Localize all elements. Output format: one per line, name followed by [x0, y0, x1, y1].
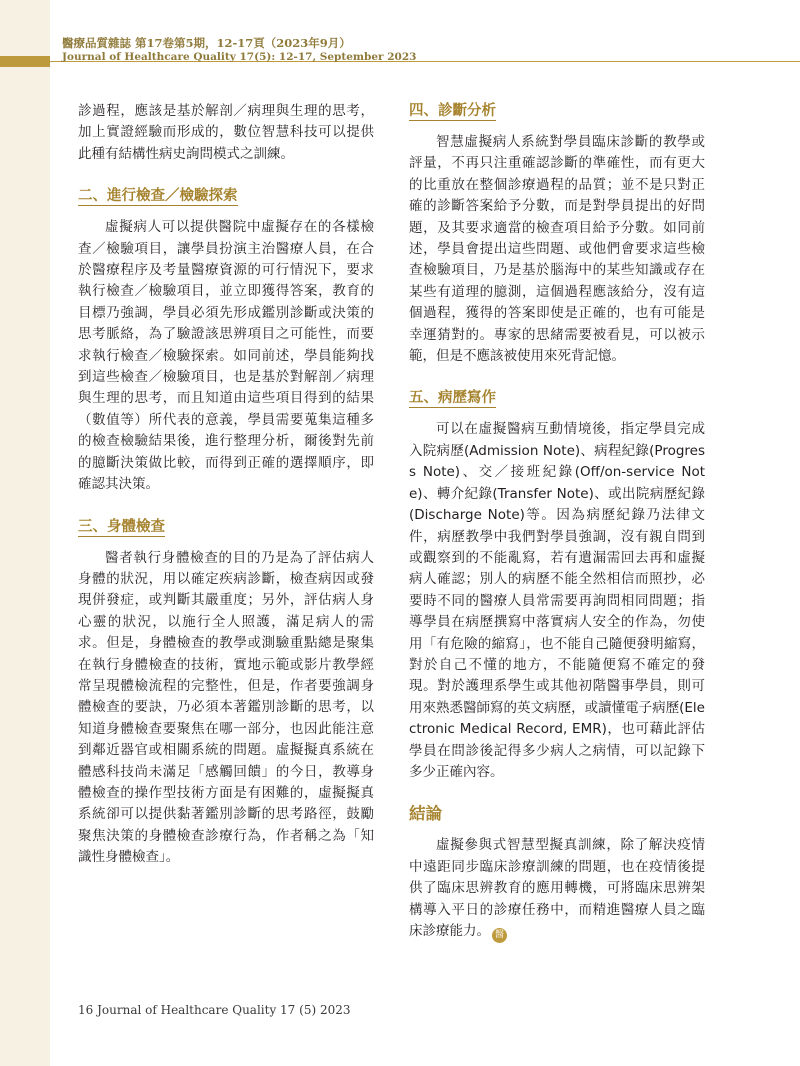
section-heading-medical-records: 五、病歷寫作	[409, 390, 496, 407]
running-header	[62, 36, 416, 64]
page-margin-band	[0, 0, 50, 1066]
page-footer: 16 Journal of Healthcare Quality 17 (5) 2023	[78, 1003, 351, 1017]
section-heading-physical-exam: 三、身體檢查	[78, 518, 165, 535]
journal-title-english: Journal of Healthcare Quality 17(5): 12-17, September 2023	[62, 51, 417, 63]
journal-title-chinese: 醫療品質雜誌 第17卷第5期，12-17頁（2023年9月）	[62, 36, 351, 50]
section-heading-diagnostic-analysis: 四、診斷分析	[409, 103, 496, 119]
section-body-conclusion	[409, 835, 705, 943]
end-of-article-mark: 醫	[492, 928, 507, 943]
section-heading-exam-exploration: 二、進行檢查／檢驗探索	[78, 188, 238, 205]
right-column	[409, 101, 705, 943]
intro-paragraph: 診過程，應該是基於解剖／病理與生理的思考，加上實證經驗而形成的，數位智慧科技可以提供此種有結構性病史詢問模式之訓練。	[78, 103, 374, 162]
section-body-medical-records: 可以在虛擬醫病互動情境後，指定學員完成入院病歷(Admission Note)、病程紀錄(Progress Note)、交／接班紀錄(Off/on-service Note)、轉介紀錄(Transfer Note)、或出院病歷紀錄(Discharge Note)等。因為病歷紀錄乃法律文件，病歷教學中我們對學員強調，沒有親自問到或觀察到的不能亂寫，若有遺漏需回去再和虛擬病人確認；別人的病歷不能全然相信而照抄，必要時不同的醫療人員常需要再詢問相同問題；指導學員在病歷撰寫中落實病人安全的作為，勿使用「有危險的縮寫」，也不能自己隨便發明縮寫，對於自己不懂的地方，不能隨便寫不確定的發現。對於護理系學生或其他初階醫事學員，則可用來熟悉醫師寫的英文病歷，或讀懂電子病歷(Electronic Medical Record, EMR)，也可藉此評估學員在問診後記得多少病人之病情，可以記錄下多少正確內容。	[409, 421, 705, 780]
left-column	[78, 101, 374, 869]
header-accent-bar	[0, 56, 50, 67]
section-body-exam-exploration: 虛擬病人可以提供醫院中虛擬存在的各樣檢查／檢驗項目，讓學員扮演主治醫療人員，在合於醫療程序及考量醫療資源的可行情況下，要求執行檢查／檢驗項目，並立即獲得答案，教育的目標乃強調，學員必須先形成鑑別診斷或決策的思考脈絡，為了驗證該思辨項目之可能性，而要求執行檢查／檢驗探索。如同前述，學員能夠找到這些檢查／檢驗項目，也是基於對解剖／病理與生理的思考，而且知道由這些項目得到的結果（數值等）所代表的意義，學員需要蒐集這種多的檢查檢驗結果後，進行整理分析，爾後對先前的臆斷決策做比較，而得到正確的選擇順序，即確認其決策。	[78, 219, 374, 493]
conclusion-text: 虛擬參與式智慧型擬真訓練，除了解決疫情中遠距同步臨床診療訓練的問題，也在疫情後提供了臨床思辨教育的應用轉機，可將臨床思辨架構導入平日的診療任務中，而精進醫療人員之臨床診療能力。	[409, 837, 705, 939]
section-heading-conclusion: 結論	[409, 804, 442, 824]
section-body-physical-exam: 醫者執行身體檢查的目的乃是為了評估病人身體的狀況，用以確定疾病診斷，檢查病因或發現併發症，或判斷其嚴重度；另外，評估病人身心靈的狀況，以施行全人照護，滿足病人的需求。但是，身體檢查的教學或測驗重點總是聚集在執行身體檢查的技術，實地示範或影片教學經常呈現體檢流程的完整性，但是，作者要強調身體檢查的要訣，乃必須本著鑑別診斷的思考，以知道身體檢查要聚焦在哪一部分，也因此能注意到鄰近器官或相關系統的問題。虛擬擬真系統在體感科技尚未滿足「感觸回饋」的今日，教導身體檢查的操作型技術方面是有困難的，虛擬擬真系統卻可以提供黏著鑑別診斷的思考路徑，鼓勵聚焦決策的身體檢查診療行為，作者稱之為「知識性身體檢查」。	[78, 549, 374, 866]
section-body-diagnostic-analysis: 智慧虛擬病人系統對學員臨床診斷的教學或評量，不再只注重確認診斷的準確性，而有更大的比重放在整個診療過程的品質；並不是只對正確的診斷答案給予分數，而是對學員提出的好問題，及其要求適當的檢查項目給予分數。如同前述，學員會提出這些問題、或他們會要求這些檢查檢驗項目，乃是基於腦海中的某些知識或存在某些有道理的臆測，這個過程應該給分，沒有這個過程，獲得的答案即使是正確的，也有可能是幸運猜對的。專家的思緒需要被看見，可以被示範，但是不應該被使用來死背記憶。	[409, 134, 705, 365]
